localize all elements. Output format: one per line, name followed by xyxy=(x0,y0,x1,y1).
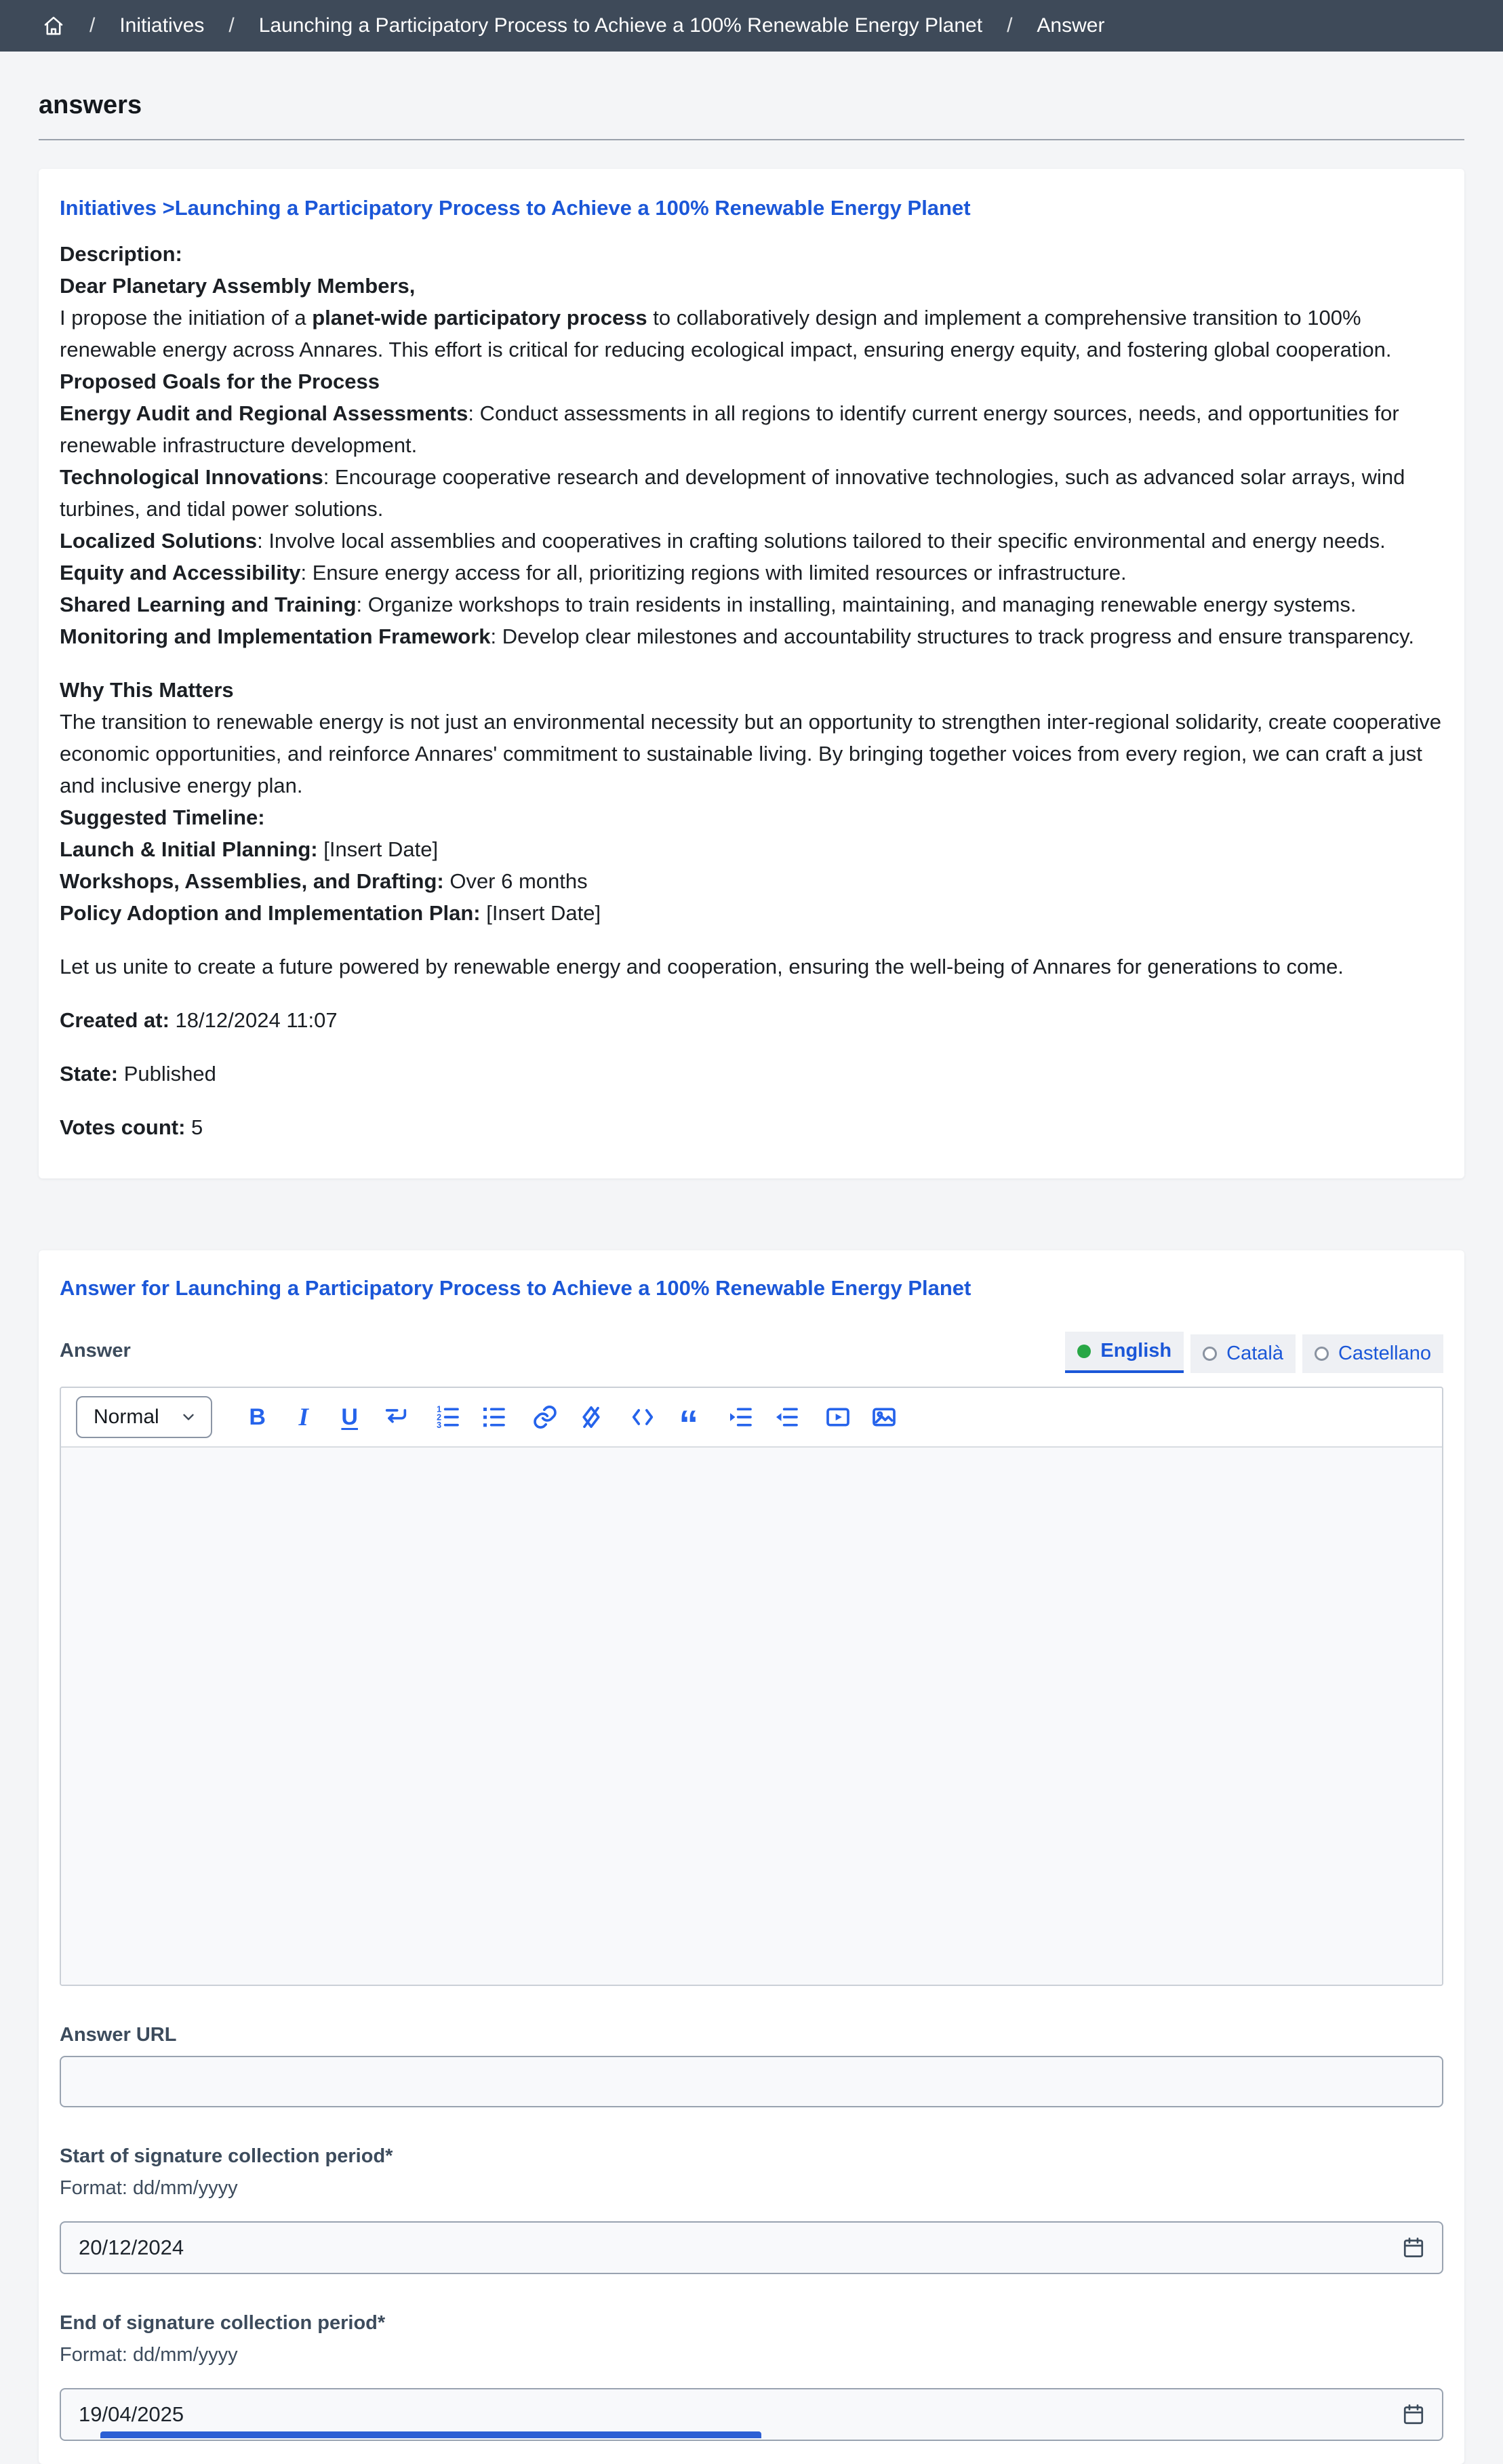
description-paragraph: Why This Matters xyxy=(60,678,234,702)
editor-toolbar xyxy=(61,1388,1442,1448)
language-selector xyxy=(1065,1332,1443,1373)
ordered-list-icon[interactable] xyxy=(432,1402,463,1433)
main-content xyxy=(0,91,1503,2464)
description-paragraph: I propose the initiation of a planet-wide participatory process to collaboratively design and implement a comprehensive transition to 100% renewable energy across Annares. This effort is critical for reducing ecological impact, ensuring energy equity, and fostering global cooperation. xyxy=(60,306,1392,361)
radio-selected-icon xyxy=(1077,1345,1091,1358)
end-period-format-hint: Format: dd/mm/yyyy xyxy=(60,2344,238,2366)
chevron-down-icon xyxy=(180,1408,197,1426)
radio-unselected-icon xyxy=(1315,1347,1329,1361)
end-period-label: End of signature collection period* xyxy=(60,2312,386,2334)
language-tab[interactable] xyxy=(1065,1332,1184,1373)
breadcrumb-item[interactable]: Answer xyxy=(1037,14,1105,37)
language-tab[interactable] xyxy=(1302,1334,1443,1373)
description-paragraph: Localized Solutions: Involve local assemblies and cooperatives in crafting solutions tailored to their specific environmental and energy needs. xyxy=(60,529,1386,553)
description-paragraph: Shared Learning and Training: Organize workshops to train residents in installing, maintaining, and managing renewable energy systems. xyxy=(60,593,1357,616)
svg-text:1: 1 xyxy=(436,1404,441,1414)
toolbar-group xyxy=(432,1402,509,1433)
description-paragraph: Suggested Timeline: xyxy=(60,806,265,829)
breadcrumb-item[interactable]: Launching a Participatory Process to Achieve a 100% Renewable Energy Planet xyxy=(258,14,983,37)
description-paragraph: Energy Audit and Regional Assessments: Conduct assessments in all regions to identify current energy sources, needs, and opportunities for renewable infrastructure development. xyxy=(60,401,1399,457)
description-paragraph: Proposed Goals for the Process xyxy=(60,370,380,393)
initiative-description xyxy=(60,238,1443,1143)
description-paragraph: Let us unite to create a future powered by renewable energy and cooperation, ensuring the well-being of Annares for generations to come. xyxy=(60,955,1344,978)
toolbar-tools xyxy=(242,1402,920,1447)
start-period-format-hint: Format: dd/mm/yyyy xyxy=(60,2177,238,2199)
line-break-icon[interactable] xyxy=(380,1402,412,1433)
start-period-input[interactable] xyxy=(60,2221,1443,2274)
code-block-icon[interactable] xyxy=(627,1402,658,1433)
answer-header-row xyxy=(60,1332,1443,1373)
language-tab[interactable] xyxy=(1190,1334,1296,1373)
answer-card-title: Answer for Launching a Participatory Process to Achieve a 100% Renewable Energy Planet xyxy=(60,1276,971,1300)
submit-button-cutoff[interactable] xyxy=(100,2431,761,2438)
clear-format-icon[interactable] xyxy=(576,1402,607,1433)
bullet-list-icon[interactable] xyxy=(478,1402,509,1433)
description-paragraph: Created at: 18/12/2024 11:07 xyxy=(60,1008,338,1032)
answer-field-label: Answer xyxy=(60,1340,131,1362)
description-paragraph: Policy Adoption and Implementation Plan: [Insert Date] xyxy=(60,901,601,925)
description-paragraph: Dear Planetary Assembly Members, xyxy=(60,274,416,298)
bold-icon[interactable]: B xyxy=(249,1404,266,1430)
home-icon[interactable] xyxy=(42,14,65,37)
breadcrumb-separator: / xyxy=(228,14,235,37)
page-title: answers xyxy=(39,91,142,119)
calendar-icon[interactable] xyxy=(1401,2236,1426,2260)
language-tab-label: English xyxy=(1100,1340,1172,1362)
breadcrumb-separator: / xyxy=(89,14,96,37)
toolbar-group xyxy=(242,1402,412,1433)
calendar-icon[interactable] xyxy=(1401,2402,1426,2427)
description-paragraph: The transition to renewable energy is not just an environmental necessity but an opportunity to strengthen inter-regional solidarity, create cooperative economic opportunities, and reinforce Annares' commitment to sustainable living. By bringing together voices from every region, we can craft a just and inclusive energy plan. xyxy=(60,710,1441,797)
initiative-card xyxy=(39,169,1464,1178)
description-paragraph: Description: xyxy=(60,242,182,266)
outdent-icon[interactable] xyxy=(771,1402,802,1433)
blockquote-icon[interactable]: “ xyxy=(679,1402,699,1447)
svg-text:2: 2 xyxy=(436,1412,441,1423)
language-tab-label: Català xyxy=(1226,1343,1283,1364)
initiative-title-link[interactable]: Initiatives >Launching a Participatory Process to Achieve a 100% Renewable Energy Planet xyxy=(60,196,971,220)
description-paragraph: State: Published xyxy=(60,1062,216,1086)
description-paragraph: Workshops, Assemblies, and Drafting: Over 6 months xyxy=(60,869,588,893)
breadcrumb-item[interactable]: Initiatives xyxy=(119,14,205,37)
breadcrumb-bar xyxy=(0,0,1503,52)
rich-text-editor xyxy=(60,1387,1443,1986)
toolbar-group xyxy=(529,1402,607,1433)
italic-icon[interactable]: I xyxy=(298,1403,308,1431)
video-icon[interactable] xyxy=(822,1402,854,1433)
breadcrumb xyxy=(42,14,1104,37)
breadcrumb-separator: / xyxy=(1007,14,1013,37)
indent-icon[interactable] xyxy=(725,1402,756,1433)
description-paragraph: Equity and Accessibility: Ensure energy access for all, prioritizing regions with limited resources or infrastructure. xyxy=(60,561,1127,584)
editor-content[interactable] xyxy=(61,1448,1442,1985)
blank-line xyxy=(60,652,1443,674)
blank-line xyxy=(60,1036,1443,1058)
link-icon[interactable] xyxy=(529,1402,561,1433)
answer-url-label: Answer URL xyxy=(60,2024,177,2046)
underline-icon[interactable]: U xyxy=(341,1404,358,1430)
format-dropdown-value: Normal xyxy=(94,1406,159,1428)
answer-card xyxy=(39,1250,1464,2464)
radio-unselected-icon xyxy=(1203,1347,1217,1361)
format-dropdown[interactable] xyxy=(76,1396,212,1438)
svg-text:3: 3 xyxy=(436,1420,441,1430)
description-paragraph: Votes count: 5 xyxy=(60,1115,203,1139)
description-paragraph: Launch & Initial Planning: [Insert Date] xyxy=(60,837,439,861)
description-paragraph: Monitoring and Implementation Framework: Develop clear milestones and accountability structures to track progress and ensure transparency. xyxy=(60,624,1414,648)
description-paragraph: Technological Innovations: Encourage cooperative research and development of innovative technologies, such as advanced solar arrays, wind turbines, and tidal power solutions. xyxy=(60,465,1405,521)
blank-line xyxy=(60,929,1443,951)
divider xyxy=(39,139,1464,140)
answer-url-input[interactable] xyxy=(60,2056,1443,2107)
language-tab-label: Castellano xyxy=(1338,1343,1431,1364)
toolbar-group xyxy=(627,1402,704,1447)
blank-line xyxy=(60,982,1443,1004)
toolbar-group xyxy=(822,1402,900,1433)
blank-line xyxy=(60,1090,1443,1111)
start-period-label: Start of signature collection period* xyxy=(60,2145,393,2167)
image-icon[interactable] xyxy=(868,1402,900,1433)
toolbar-group xyxy=(725,1402,802,1433)
start-period-field xyxy=(60,2221,1443,2274)
